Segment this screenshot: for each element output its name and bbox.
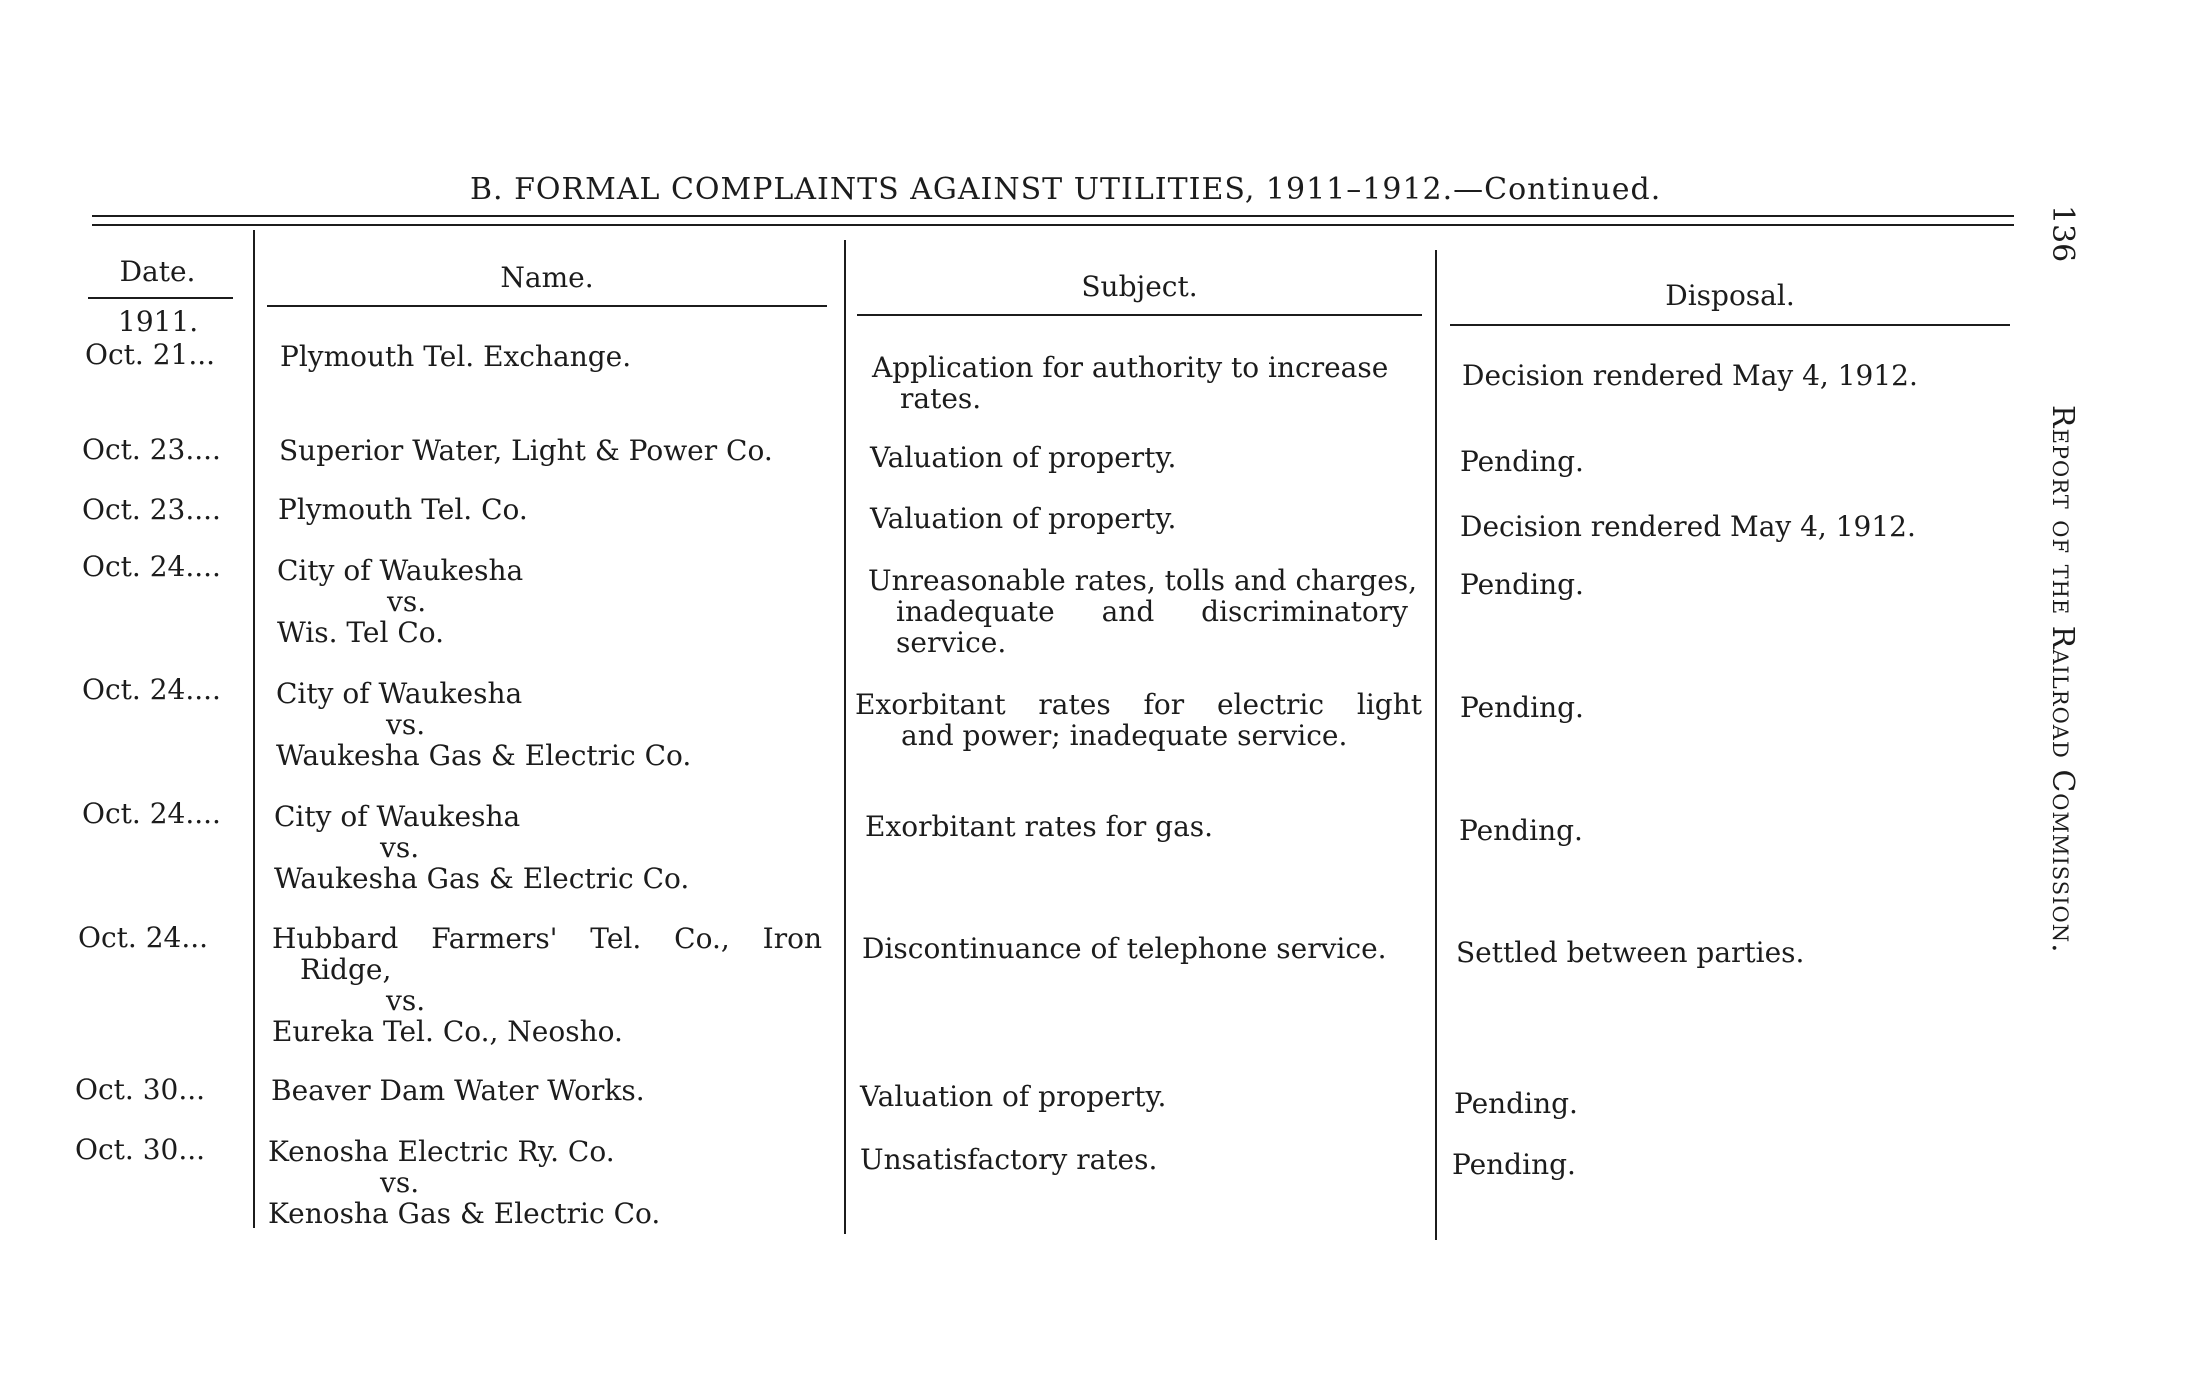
subject-line: and power; inadequate service. [901,719,1348,752]
subject-line: Valuation of property. [870,441,1177,474]
row-subject [870,442,1176,473]
name-line: vs. [387,585,427,618]
row-disposal: Pending. [1454,1087,1578,1120]
subject-line: Valuation of property. [860,1080,1167,1113]
subject-line: inadequate and discriminatory [896,595,1408,628]
row-date: Oct. 24.... [82,797,221,830]
row-disposal: Pending. [1459,814,1583,847]
row-subject [860,1081,1166,1112]
row-subject [860,1144,1157,1175]
name-line: Superior Water, Light & Power Co. [279,434,773,467]
row-disposal: Pending. [1460,568,1584,601]
divider-name-subject [844,240,846,1234]
name-line: Plymouth Tel. Exchange. [280,340,632,373]
header-date: Date. [119,255,196,288]
name-line: Kenosha Gas & Electric Co. [268,1197,661,1230]
row-name [268,1136,660,1229]
header-name: Name. [500,261,594,294]
row-date: Oct. 24.... [82,673,221,706]
name-line: vs. [386,708,426,741]
row-disposal: Settled between parties. [1456,936,1805,969]
divider-date-name [253,230,255,1228]
header-subject: Subject. [1081,270,1198,303]
row-name [271,1075,645,1106]
header-date-underline [88,297,233,299]
row-name [272,923,825,1047]
subject-line: Unsatisfactory rates. [860,1143,1158,1176]
name-line: Waukesha Gas & Electric Co. [276,739,692,772]
running-head: Report of the Railroad Commission. [2045,405,2080,954]
row-name [279,435,773,466]
subject-line: rates. [900,382,982,415]
subject-line: Unreasonable rates, tolls and charges, [868,564,1418,597]
name-line: vs. [386,984,426,1017]
header-disposal: Disposal. [1665,279,1795,312]
year-label: 1911. [118,305,199,338]
name-line: City of Waukesha [274,800,521,833]
name-line: vs. [380,831,420,864]
header-subject-underline [857,314,1422,316]
row-name [278,494,528,525]
subject-line: service. [896,626,1007,659]
row-subject [865,811,1213,842]
row-subject [862,933,1387,964]
name-line: Wis. Tel Co. [277,616,445,649]
subject-line: Exorbitant rates for electric light [855,688,1422,721]
name-line: Eureka Tel. Co., Neosho. [272,1015,623,1048]
row-date: Oct. 30... [75,1073,206,1106]
name-line: Beaver Dam Water Works. [271,1074,645,1107]
row-name [274,801,689,894]
name-line: Waukesha Gas & Electric Co. [274,862,690,895]
divider-subject-disposal [1435,250,1437,1240]
row-date: Oct. 24.... [82,550,221,583]
row-disposal: Pending. [1460,691,1584,724]
row-disposal: Pending. [1460,445,1584,478]
name-line: Kenosha Electric Ry. Co. [268,1135,615,1168]
row-subject [870,503,1176,534]
name-line: vs. [380,1166,420,1199]
subject-line: Exorbitant rates for gas. [865,810,1214,843]
name-line: Ridge, [300,953,392,986]
name-line: Plymouth Tel. Co. [278,493,528,526]
row-date: Oct. 23.... [82,493,221,526]
row-subject [868,565,1423,658]
row-name [277,555,523,648]
page-number: 136 [2045,205,2080,263]
row-date: Oct. 30... [75,1133,206,1166]
name-line: City of Waukesha [276,677,523,710]
row-disposal: Decision rendered May 4, 1912. [1462,359,1918,392]
subject-line: Valuation of property. [870,502,1177,535]
row-date: Oct. 21... [85,338,216,371]
name-line: City of Waukesha [277,554,524,587]
title-rule-top [92,215,2014,217]
subject-line: Discontinuance of telephone service. [862,932,1387,965]
subject-line: Application for authority to increase [872,351,1389,384]
header-disposal-underline [1450,324,2010,326]
row-date: Oct. 24... [78,921,209,954]
row-disposal: Pending. [1452,1148,1576,1181]
row-name [280,341,631,372]
name-line: Hubbard Farmers' Tel. Co., Iron [272,922,822,955]
title-rule-bottom [92,224,2014,226]
row-subject [855,689,1425,751]
row-date: Oct. 23.... [82,433,221,466]
page-title: B. FORMAL COMPLAINTS AGAINST UTILITIES, 1911–1912.—Continued. [470,172,1662,207]
row-subject [872,352,1424,414]
header-name-underline [267,305,827,307]
row-name [276,678,691,771]
row-disposal: Decision rendered May 4, 1912. [1460,510,1916,543]
